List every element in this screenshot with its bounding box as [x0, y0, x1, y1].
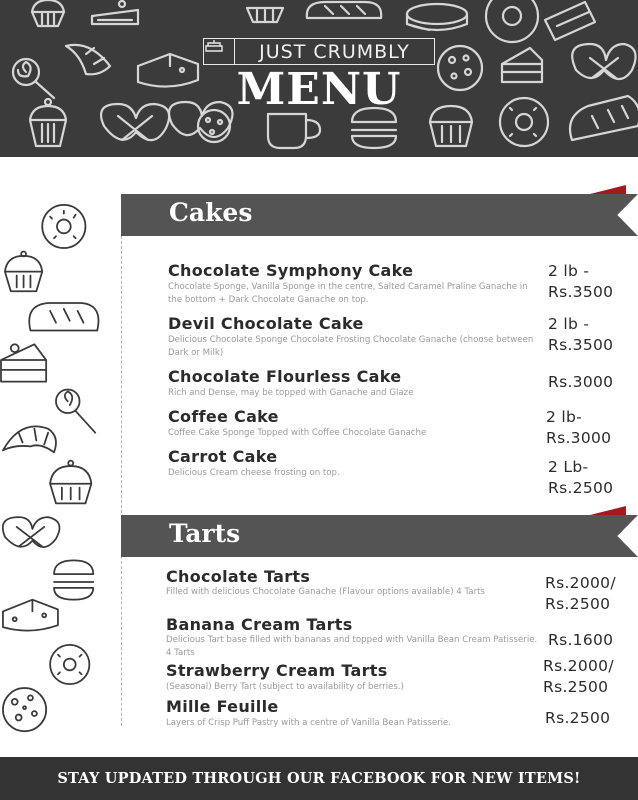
item-price: 2 Lb- Rs.2500: [548, 458, 614, 497]
banner-flag: [590, 185, 626, 194]
item-name: Chocolate Flourless Cake: [168, 367, 402, 386]
item-name: Devil Chocolate Cake: [168, 314, 364, 333]
cupcake-icon: [5, 251, 42, 291]
item-description: (Seasonal) Berry Tart (subject to availability of berries.): [166, 682, 404, 692]
item-name: Banana Cream Tarts: [166, 615, 353, 634]
item-description: Delicious Chocolate Sponge Chocolate Frosting Chocolate Ganache (choose between Dark or Milk): [168, 335, 534, 358]
page-title: MENU: [236, 64, 402, 115]
menu-header: [0, 0, 638, 157]
croissant-icon: [3, 426, 56, 452]
section-banner-tarts: [121, 515, 638, 557]
cheese-cake-icon: [407, 4, 467, 30]
macaron-icon: [54, 560, 93, 599]
donut-icon: [50, 645, 89, 684]
item-description: Delicious Tart base filled with bananas and topped with Vanilla Bean Cream Patisserie. 4 Tarts: [166, 635, 538, 658]
bread-loaf-icon: [307, 2, 381, 18]
section-title: Tarts: [169, 519, 241, 548]
donut-icon: [486, 0, 538, 42]
item-description: Delicious Cream cheese frosting on top.: [168, 468, 340, 478]
item-name: Strawberry Cream Tarts: [166, 661, 388, 680]
section-divider-line: [121, 236, 122, 518]
cheese-cake-icon: [3, 600, 58, 631]
pretzel-icon: [3, 517, 60, 547]
item-price: 2 lb - Rs.3500: [548, 262, 614, 301]
cake-slice-icon: [1, 344, 46, 381]
item-price: Rs.1600: [548, 631, 614, 649]
lollipop-icon: [56, 389, 95, 432]
item-description: Rich and Dense, may be topped with Ganache and Glaze: [168, 388, 414, 398]
item-price: 2 lb- Rs.3000: [546, 408, 612, 447]
item-description: Coffee Cake Sponge Topped with Coffee Chocolate Ganache: [168, 428, 427, 438]
item-name: Carrot Cake: [168, 447, 278, 466]
section-title: Cakes: [169, 198, 253, 227]
item-name: Mille Feuille: [166, 697, 279, 716]
item-price: Rs.2000/ Rs.2500: [543, 657, 614, 696]
cupcake-icon: [32, 0, 64, 26]
item-price: Rs.3000: [548, 373, 614, 391]
coffee-cup-icon: [268, 114, 320, 148]
item-name: Chocolate Tarts: [166, 567, 311, 586]
cookie-icon: [3, 688, 46, 731]
donut-icon: [42, 205, 85, 248]
footer-text: STAY UPDATED THROUGH OUR FACEBOOK FOR NEW ITEMS!: [57, 770, 581, 787]
bread-loaf-icon: [29, 303, 98, 331]
item-price: Rs.2000/ Rs.2500: [545, 574, 616, 613]
section-divider-line: [121, 556, 122, 726]
brand-box: [203, 38, 435, 65]
side-bakery-icons: [0, 195, 110, 745]
cake-logo-icon: [204, 39, 235, 64]
cake-slice-icon: [92, 1, 138, 24]
cake-slice-icon: [545, 2, 595, 40]
section-banner-cakes: [121, 194, 638, 236]
item-description: Filled with delicious Chocolate Ganache (Flavour options available) 4 Tarts: [166, 587, 485, 597]
banner-flag: [590, 506, 626, 515]
item-description: Chocolate Sponge, Vanilla Sponge in the centre, Salted Caramel Praline Ganache in the bottom + Dark Chocolate Ganache on top.: [168, 282, 528, 305]
item-description: Layers of Crisp Puff Pastry with a centre of Vanilla Bean Patisserie.: [166, 718, 452, 728]
item-name: Coffee Cake: [168, 407, 279, 426]
item-price: 2 lb - Rs.3500: [548, 315, 614, 354]
cupcake-icon: [247, 8, 283, 22]
footer-bar: [0, 757, 638, 800]
brand-name: JUST CRUMBLY: [259, 40, 410, 63]
item-name: Chocolate Symphony Cake: [168, 261, 414, 280]
item-price: Rs.2500: [545, 709, 611, 727]
cupcake-icon: [50, 461, 91, 504]
